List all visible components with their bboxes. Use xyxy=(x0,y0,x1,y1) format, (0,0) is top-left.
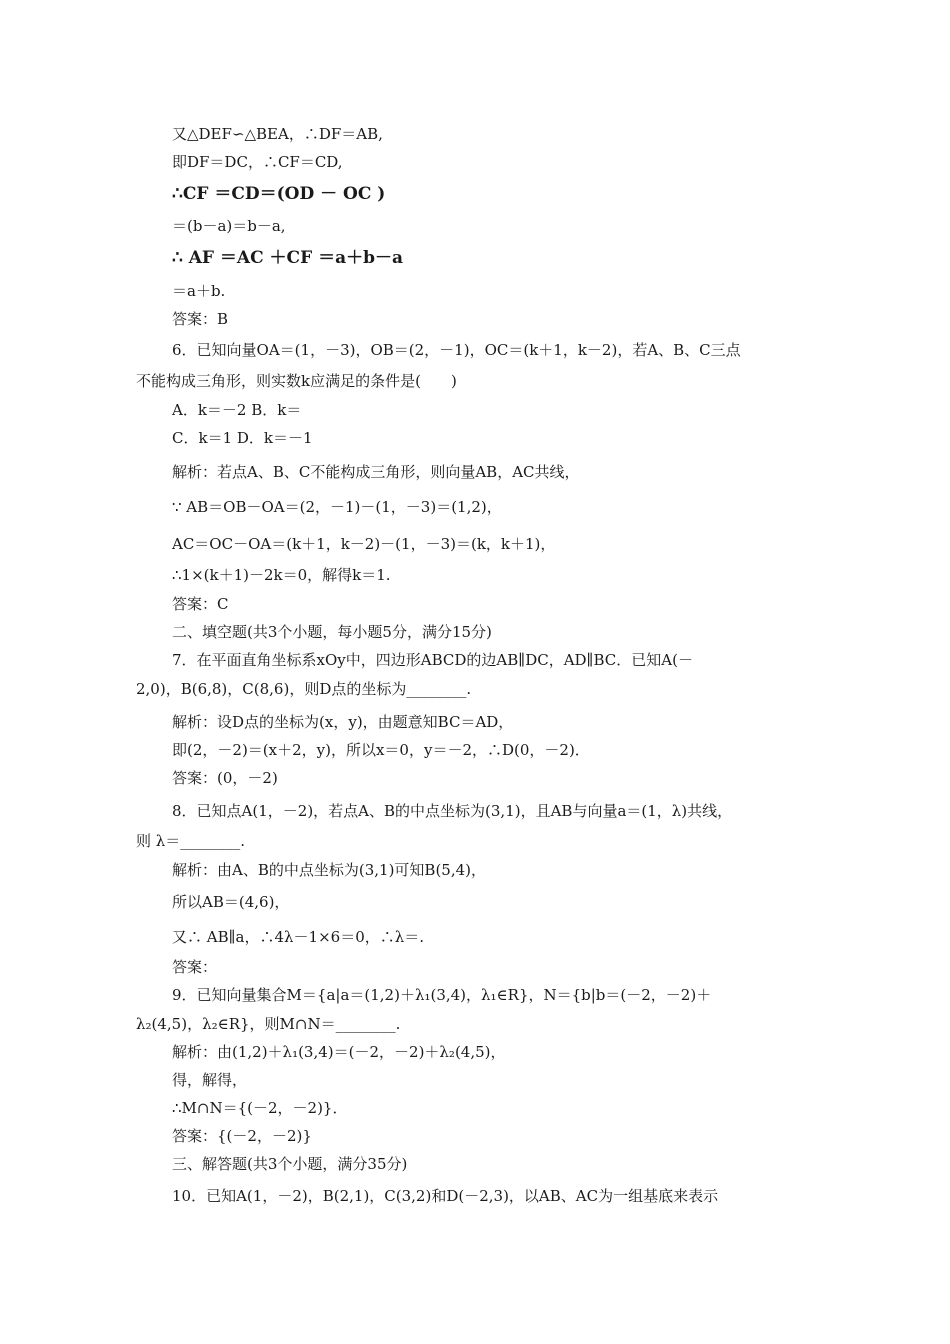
section-heading: 二、填空题(共3个小题，每小题5分，满分15分) xyxy=(172,623,492,641)
section-heading: 三、解答题(共3个小题，满分35分) xyxy=(172,1155,408,1173)
question-line: 7．在平面直角坐标系xOy中，四边形ABCD的边AB∥DC，AD∥BC．已知A(－ xyxy=(172,651,693,669)
text-line: 解析：设D点的坐标为(x，y)，由题意知BC＝AD， xyxy=(172,713,514,731)
answer-line: 答案：C xyxy=(172,595,229,613)
text-line: 得，解得， xyxy=(172,1071,248,1089)
text-line: 又∴ AB∥a，∴4λ－1×6＝0，∴λ＝. xyxy=(172,928,425,946)
question-line: 2,0)，B(6,8)，C(8,6)，则D点的坐标为________. xyxy=(136,680,472,698)
answer-line: 答案： xyxy=(172,958,218,976)
option-line: A．k＝－2 B．k＝ xyxy=(172,401,302,419)
question-line: 不能构成三角形，则实数k应满足的条件是( ) xyxy=(136,372,457,390)
text-line: ∴M∩N＝{(－2，－2)}． xyxy=(172,1099,348,1117)
text-line: ＝a＋b. xyxy=(172,282,226,300)
text-line: 即DF＝DC，∴CF＝CD, xyxy=(172,153,343,171)
text-line: 所以AB＝(4,6)， xyxy=(172,893,290,911)
text-line: ∴ AF ＝AC ＋CF ＝a＋b－a xyxy=(172,248,403,268)
text-line: ∴CF ＝CD＝(OD － OC ) xyxy=(172,184,386,204)
text-line: 解析：由A、B的中点坐标为(3,1)可知B(5,4)， xyxy=(172,861,486,879)
answer-line: 答案：(0，－2) xyxy=(172,769,278,787)
question-line: 则 λ＝________. xyxy=(136,832,246,850)
question-line: λ₂(4,5)，λ₂∈R}，则M∩N＝________. xyxy=(136,1015,401,1033)
question-line: 9．已知向量集合M＝{a|a＝(1,2)＋λ₁(3,4)，λ₁∈R}，N＝{b|b＝(－2，－2)＋ xyxy=(172,986,712,1004)
option-line: C．k＝1 D．k＝－1 xyxy=(172,429,313,447)
question-line: 8．已知点A(1，－2)，若点A、B的中点坐标为(3,1)，且AB与向量a＝(1，λ)共线， xyxy=(172,802,733,820)
text-line: 解析：若点A、B、C不能构成三角形，则向量AB，AC共线， xyxy=(172,463,580,481)
text-line: ∴1×(k＋1)－2k＝0，解得k＝1. xyxy=(172,566,391,584)
answer-line: 答案：B xyxy=(172,310,229,328)
text-line: ∵ AB＝OB－OA＝(2，－1)－(1，－3)＝(1,2)， xyxy=(172,498,502,516)
text-line: 又△DEF∽△BEA，∴DF＝AB, xyxy=(172,125,383,143)
question-line: 6．已知向量OA＝(1，－3)，OB＝(2，－1)，OC＝(k＋1，k－2)，若A、B、C三点 xyxy=(172,341,741,359)
text-line: AC＝OC－OA＝(k＋1，k－2)－(1，－3)＝(k，k＋1)， xyxy=(172,535,556,553)
answer-line: 答案：{(－2，－2)} xyxy=(172,1127,312,1145)
question-line: 10．已知A(1，－2)，B(2,1)，C(3,2)和D(－2,3)，以AB、AC为一组基底来表示 xyxy=(172,1187,719,1205)
text-line: ＝(b－a)＝b－a, xyxy=(172,217,286,235)
text-line: 解析：由(1,2)＋λ₁(3,4)＝(－2，－2)＋λ₂(4,5)， xyxy=(172,1043,506,1061)
text-line: 即(2，－2)＝(x＋2，y)，所以x＝0，y＝－2，∴D(0，－2)． xyxy=(172,741,590,759)
